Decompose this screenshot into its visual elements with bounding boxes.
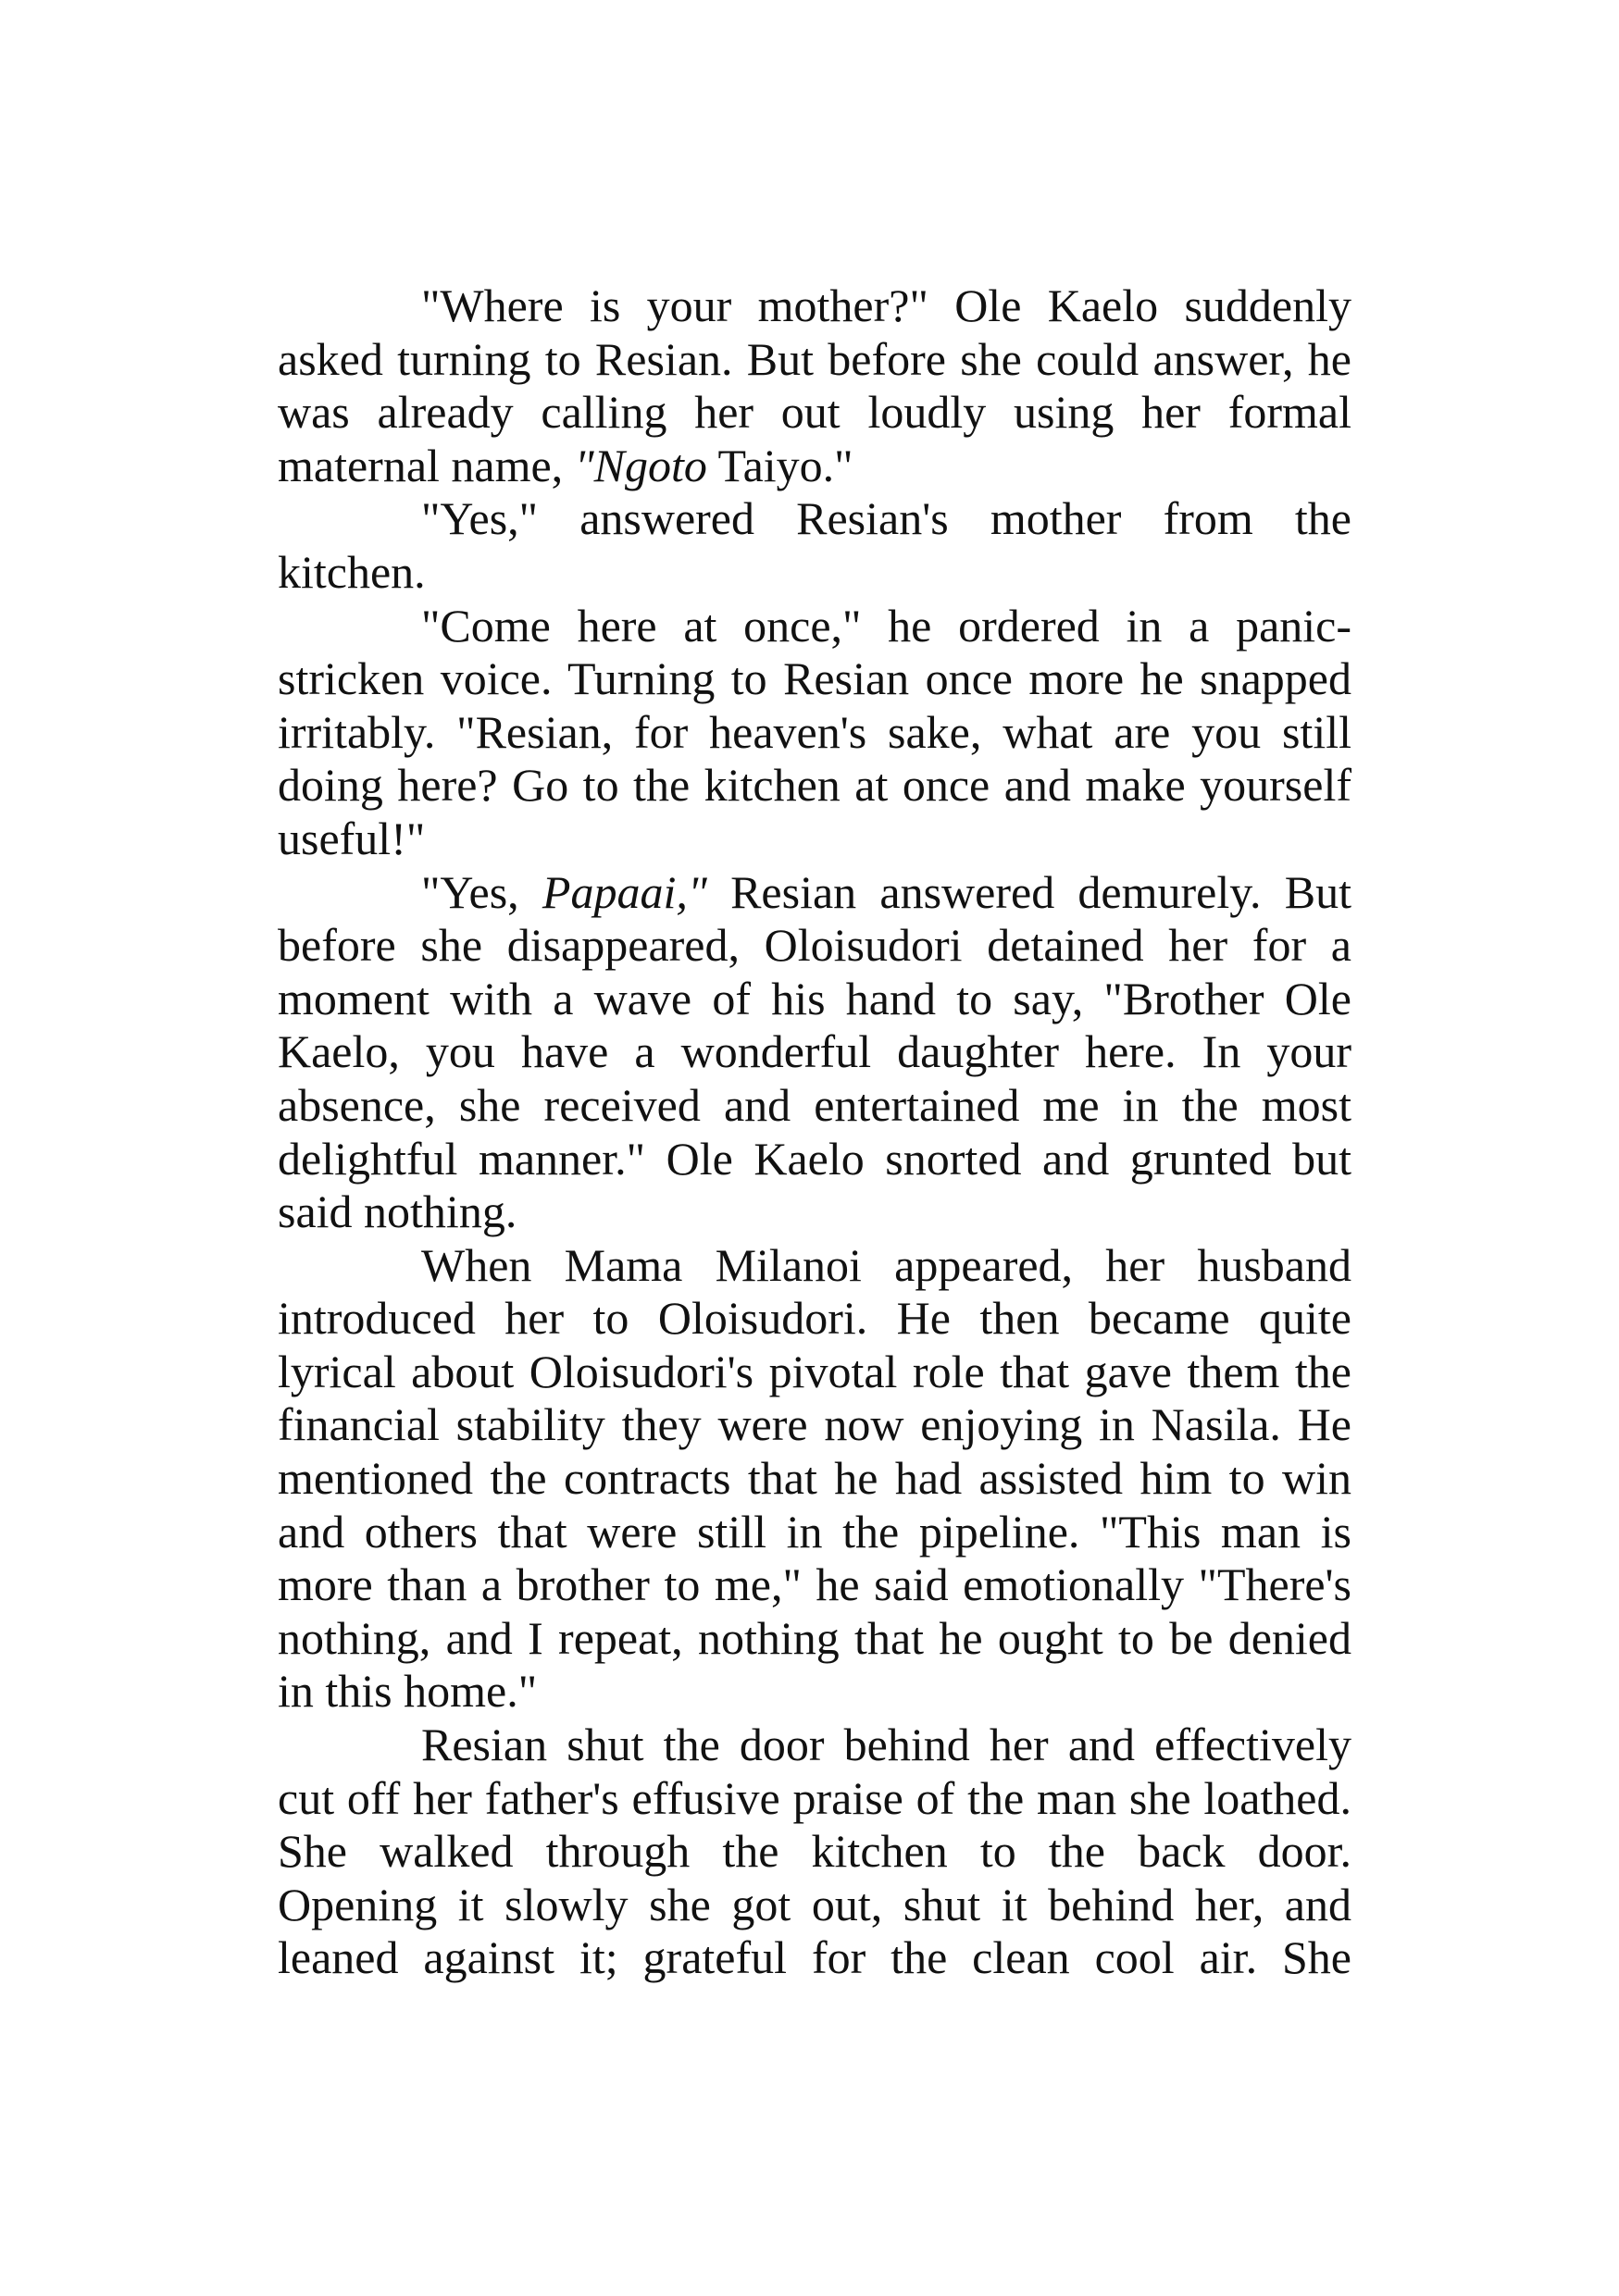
text-line: mentioned the contracts that he had assisted him to win	[278, 1452, 1351, 1505]
text-line: Opening it slowly she got out, shut it behind her, and	[278, 1878, 1351, 1930]
text-line: before she disappeared, Oloisudori detained her for a	[278, 919, 1351, 972]
paragraph-3	[278, 600, 1351, 866]
text-run: maternal name,	[278, 439, 575, 491]
text-line: Resian shut the door behind her and effectively	[421, 1719, 1351, 1771]
paragraph-6	[278, 1719, 1351, 1985]
text-line: delightful manner." Ole Kaelo snorted and grunted but	[278, 1132, 1351, 1185]
text-line: more than a brother to me," he said emotionally "There's	[278, 1558, 1351, 1611]
text-line: irritably. "Resian, for heaven's sake, what are you still	[278, 705, 1351, 758]
text-line	[278, 440, 1351, 493]
text-line: and others that were still in the pipeline. "This man is	[278, 1505, 1351, 1558]
text-line: doing here? Go to the kitchen at once and make yourself	[278, 759, 1351, 812]
text-line: stricken voice. Turning to Resian once more he snapped	[278, 652, 1351, 705]
text-line: When Mama Milanoi appeared, her husband	[421, 1238, 1351, 1291]
text-line: "Come here at once," he ordered in a panic-	[421, 599, 1351, 652]
text-line: useful!"	[278, 812, 426, 864]
text-line: cut off her father's effusive praise of the man she loathed.	[278, 1771, 1351, 1824]
italic-text: "Ngoto	[574, 439, 707, 491]
text-line: Kaelo, you have a wonderful daughter here. In your	[278, 1025, 1351, 1078]
paragraph-2	[278, 492, 1351, 599]
text-line: absence, she received and entertained me in the most	[278, 1078, 1351, 1131]
text-run: Resian answered demurely. But	[706, 865, 1351, 918]
italic-text: Papaai,"	[542, 865, 707, 918]
paragraph-4	[278, 866, 1351, 1239]
text-run: Taiyo."	[706, 439, 853, 491]
paragraph-5	[278, 1239, 1351, 1719]
text-line: kitchen.	[278, 545, 426, 598]
text-line: She walked through the kitchen to the back door.	[278, 1825, 1351, 1878]
text-line: introduced her to Oloisudori. He then became quite	[278, 1292, 1351, 1345]
text-line: was already calling her out loudly using her formal	[278, 386, 1351, 439]
document-page	[278, 279, 1351, 1985]
text-line: leaned against it; grateful for the clean cool air. She	[278, 1931, 1351, 1984]
text-line: asked turning to Resian. But before she could answer, he	[278, 332, 1351, 385]
text-line: "Yes," answered Resian's mother from the	[421, 492, 1351, 545]
text-line: moment with a wave of his hand to say, "Brother Ole	[278, 972, 1351, 1024]
text-line: in this home."	[278, 1665, 538, 1718]
text-line: nothing, and I repeat, nothing that he ought to be denied	[278, 1611, 1351, 1664]
text-line: financial stability they were now enjoying in Nasila. He	[278, 1398, 1351, 1451]
text-line: "Where is your mother?" Ole Kaelo suddenly	[421, 279, 1351, 331]
text-line	[278, 866, 1351, 920]
paragraph-1	[278, 279, 1351, 492]
text-run: "Yes,	[421, 865, 542, 918]
text-line: lyrical about Oloisudori's pivotal role that gave them the	[278, 1345, 1351, 1397]
text-line: said nothing.	[278, 1185, 517, 1238]
